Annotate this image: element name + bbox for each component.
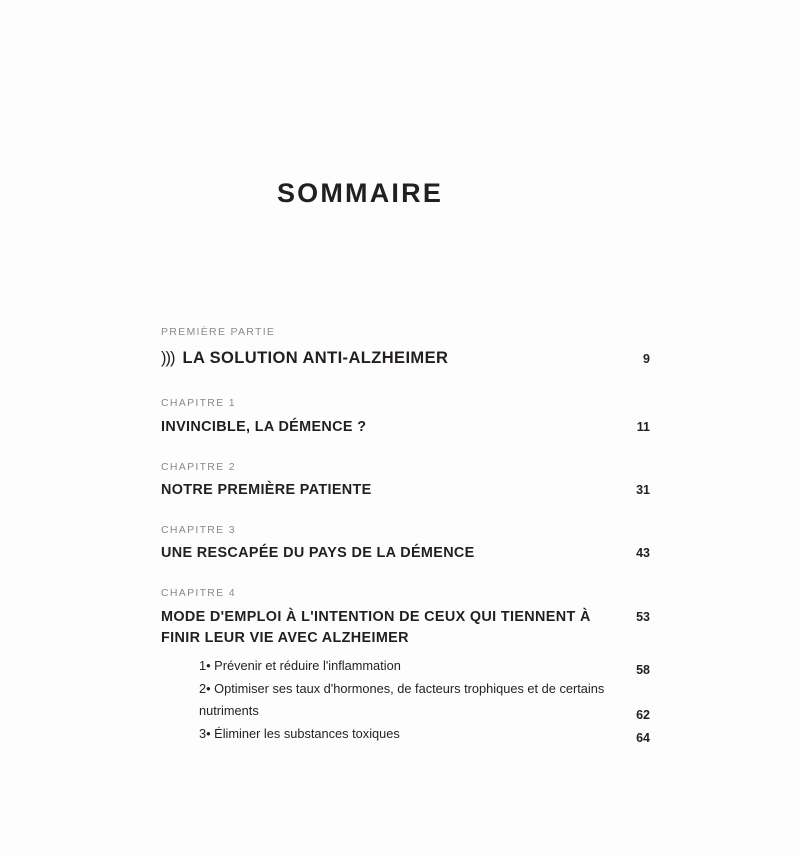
toc-subentry-title: 3• Éliminer les substances toxiques bbox=[199, 725, 400, 741]
toc-entry-kicker: CHAPITRE 4 bbox=[161, 586, 236, 599]
toc-entry-page: 53 bbox=[636, 609, 650, 624]
toc-entry-page: 43 bbox=[636, 546, 650, 561]
toc-entry-page: 9 bbox=[643, 351, 650, 366]
page-title: SOMMAIRE bbox=[276, 178, 444, 208]
toc-entry-title-text: LA SOLUTION ANTI-ALZHEIMER bbox=[182, 348, 449, 367]
toc-entry[interactable] bbox=[161, 461, 650, 502]
toc-entry-row bbox=[161, 607, 650, 650]
toc-entry[interactable] bbox=[161, 397, 650, 438]
table-of-contents bbox=[161, 326, 650, 746]
toc-entry[interactable] bbox=[161, 587, 650, 745]
toc-entry-page: 31 bbox=[636, 483, 650, 498]
toc-entry-kicker: CHAPITRE 3 bbox=[161, 523, 236, 536]
toc-entry-title: INVINCIBLE, LA DÉMENCE ? bbox=[161, 418, 367, 435]
toc-subentry-page: 64 bbox=[636, 730, 650, 745]
toc-entry-title: MODE D'EMPLOI À L'INTENTION DE CEUX QUI TIENNENT À FINIR LEUR VIE AVEC ALZHEIMER bbox=[161, 608, 591, 647]
toc-entry-page: 11 bbox=[636, 419, 650, 434]
toc-subentry-page: 62 bbox=[636, 707, 650, 722]
toc-subentry[interactable] bbox=[161, 723, 650, 745]
toc-entry-title: UNE RESCAPÉE DU PAYS DE LA DÉMENCE bbox=[161, 545, 475, 562]
toc-entry-kicker: CHAPITRE 2 bbox=[161, 460, 236, 473]
toc-entry-kicker: PREMIÈRE PARTIE bbox=[161, 326, 276, 338]
toc-subentry-list bbox=[161, 655, 650, 745]
chevron-triple-icon: ))) bbox=[161, 348, 175, 367]
toc-entry[interactable] bbox=[161, 524, 650, 565]
toc-entry-title: NOTRE PREMIÈRE PATIENTE bbox=[161, 482, 372, 499]
toc-entry-row bbox=[161, 480, 650, 502]
toc-subentry-title: 1• Prévenir et réduire l'inflammation bbox=[199, 657, 401, 673]
toc-subentry-title: 2• Optimiser ses taux d'hormones, de facteurs trophiques et de certains nutriments bbox=[199, 680, 605, 718]
toc-entry[interactable] bbox=[161, 326, 650, 370]
toc-entry-row bbox=[161, 543, 650, 565]
toc-entry-row bbox=[161, 417, 650, 439]
toc-subentry[interactable] bbox=[161, 678, 650, 722]
toc-subentry[interactable] bbox=[161, 655, 650, 677]
toc-subentry-page: 58 bbox=[636, 662, 650, 677]
toc-entry-row bbox=[161, 346, 650, 371]
toc-entry-title bbox=[161, 346, 614, 371]
toc-entry-kicker: CHAPITRE 1 bbox=[161, 397, 236, 410]
